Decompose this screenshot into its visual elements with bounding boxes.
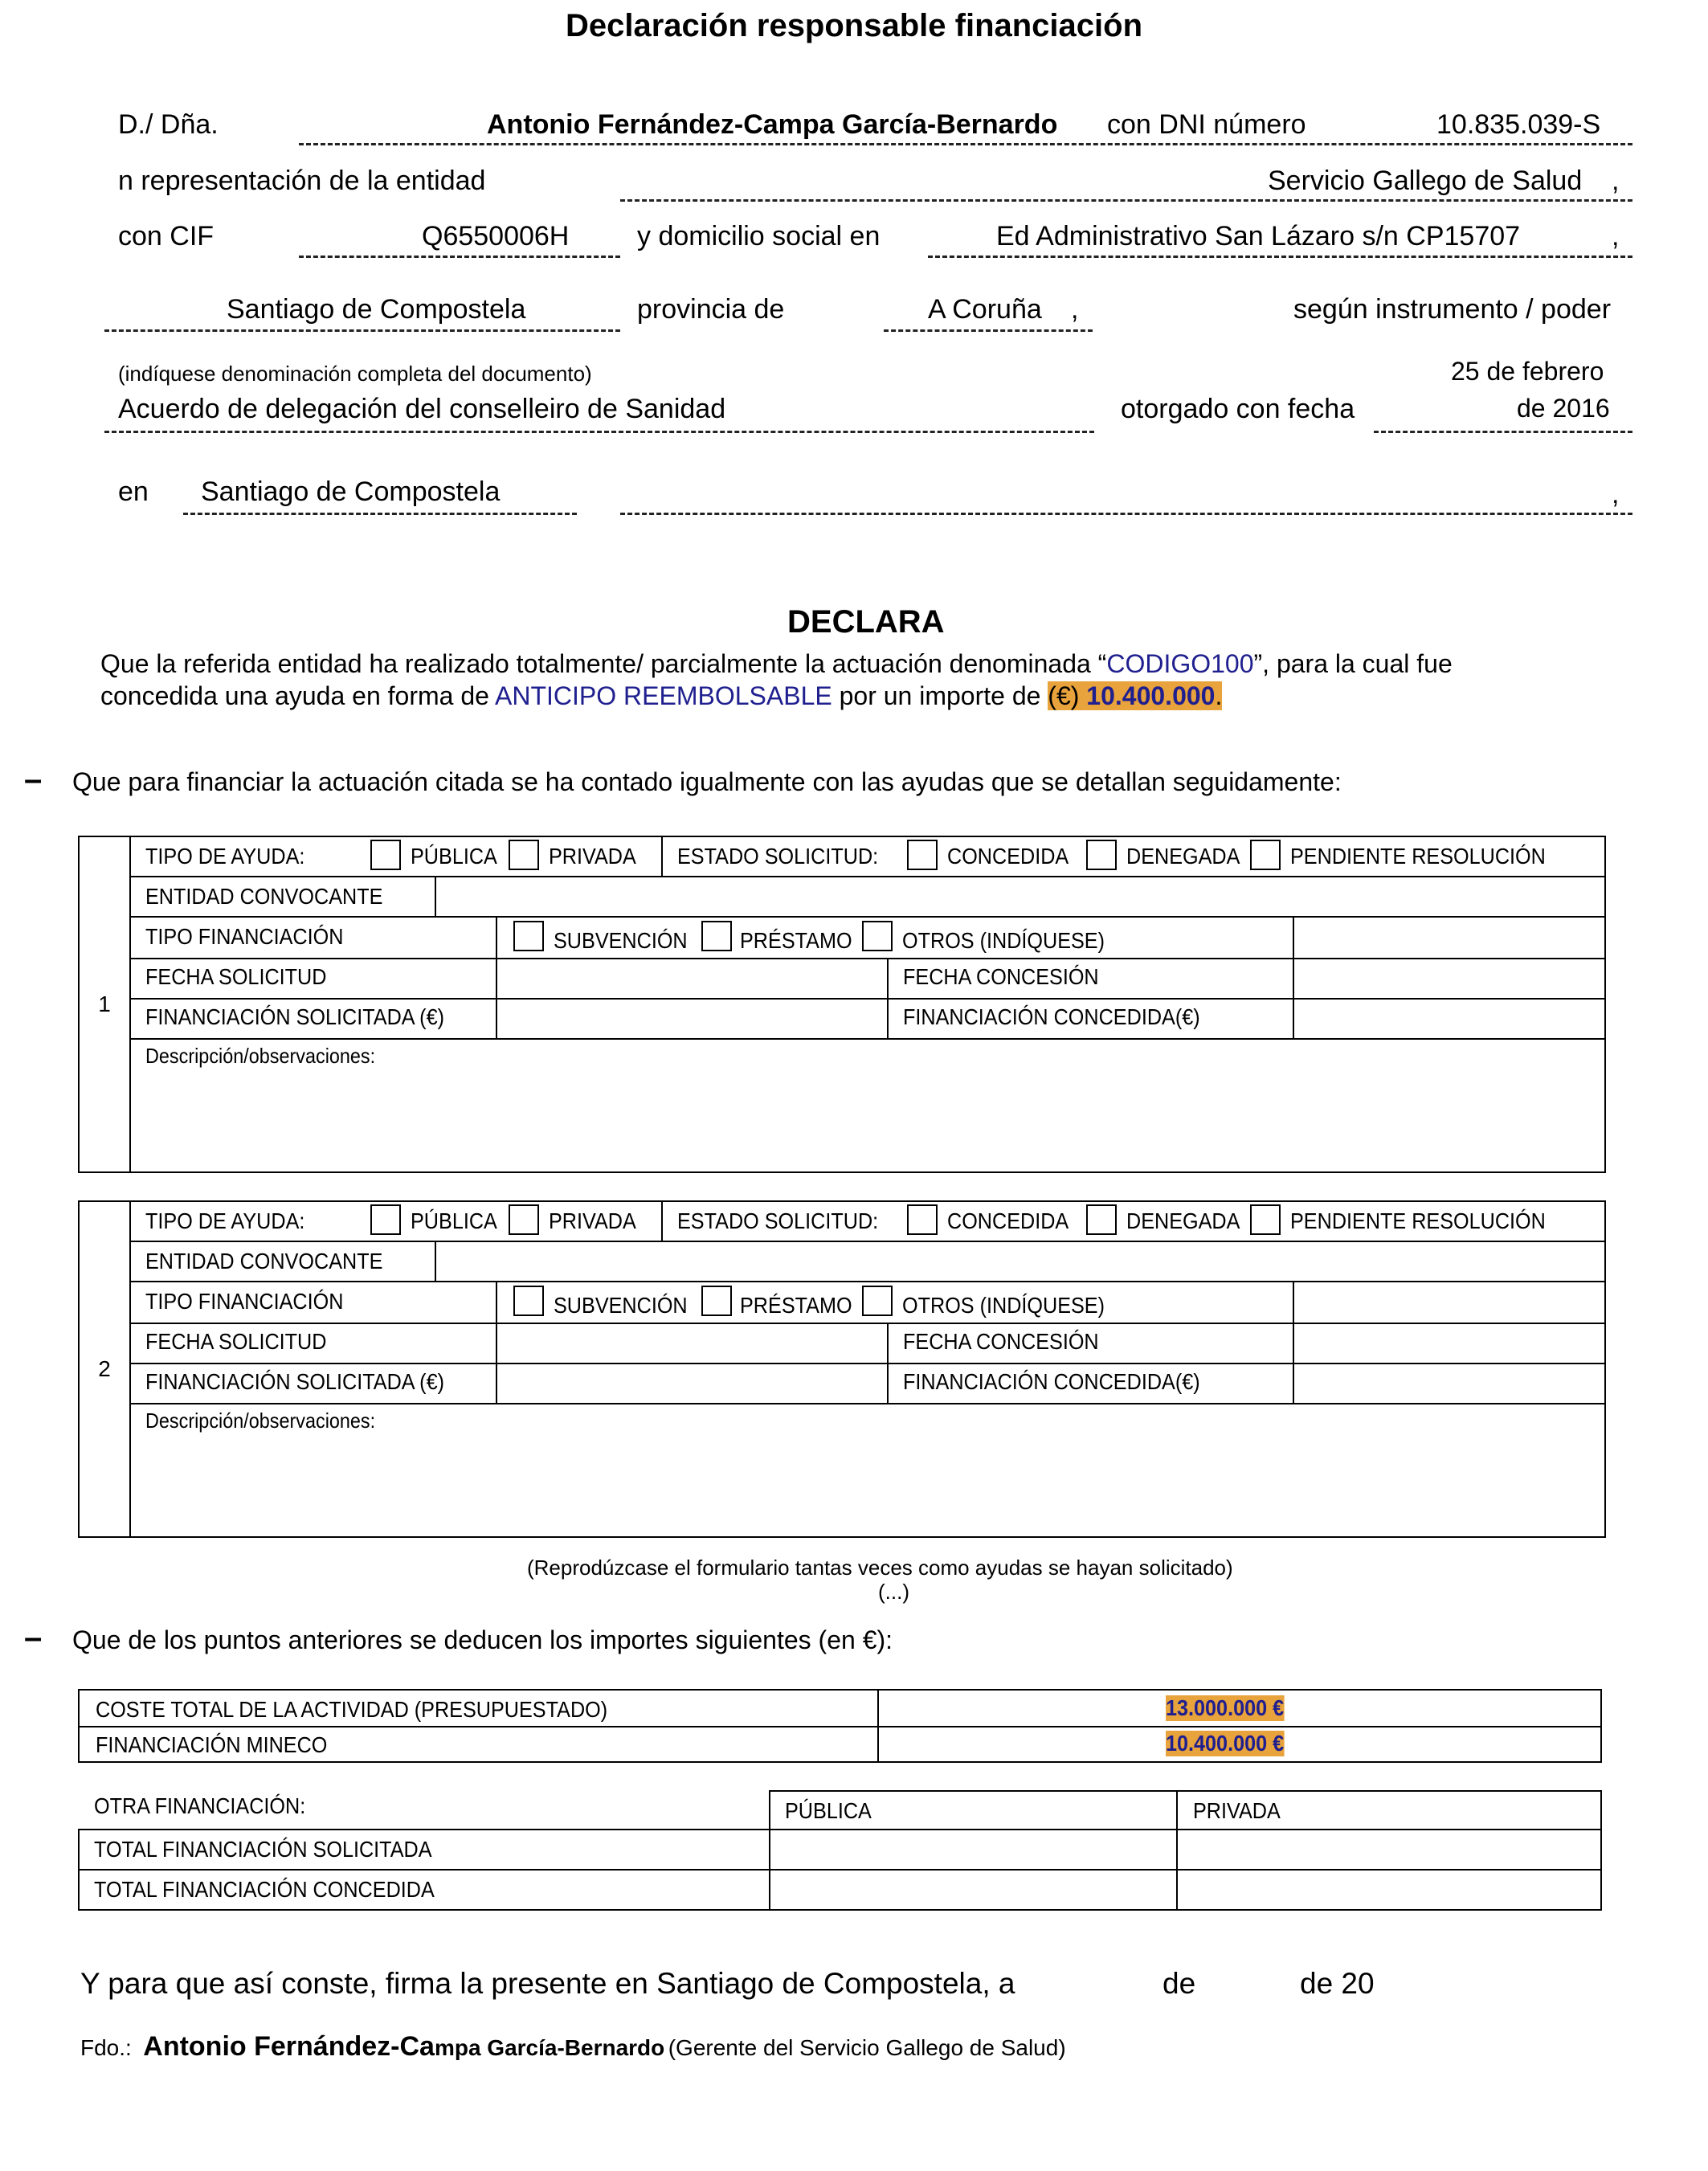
denegada-checkbox[interactable] bbox=[1086, 840, 1117, 870]
publica-label: PÚBLICA bbox=[411, 844, 497, 869]
concedida-label: CONCEDIDA bbox=[947, 1208, 1069, 1233]
pendiente-checkbox[interactable] bbox=[1250, 1204, 1281, 1235]
underline bbox=[104, 431, 1094, 433]
cif-value: Q6550006H bbox=[422, 221, 570, 251]
declara-text: ”, para la cual fue bbox=[1253, 649, 1453, 678]
ayuda-table-2 bbox=[78, 1200, 1606, 1538]
prestamo-label: PRÉSTAMO bbox=[740, 1293, 852, 1318]
en-label: en bbox=[118, 476, 149, 507]
pendiente-checkbox[interactable] bbox=[1250, 840, 1281, 870]
fecha-con-label: FECHA CONCESIÓN bbox=[903, 964, 1099, 989]
documento-value: Acuerdo de delegación del conselleiro de Sanidad bbox=[118, 394, 726, 424]
otorgado-label: otorgado con fecha bbox=[1121, 394, 1355, 424]
underline bbox=[299, 256, 620, 258]
fin-sol-label: FINANCIACIÓN SOLICITADA (€) bbox=[145, 1004, 444, 1029]
denegada-label: DENEGADA bbox=[1126, 1208, 1240, 1233]
bullet-mark: – bbox=[24, 1620, 43, 1655]
descripcion-label: Descripción/observaciones: bbox=[145, 1044, 376, 1068]
underline bbox=[928, 256, 1632, 258]
importe-period: . bbox=[1215, 681, 1223, 710]
importe-value: 10.400.000 bbox=[1086, 681, 1216, 710]
mineco-label: FINANCIACIÓN MINECO bbox=[96, 1732, 328, 1757]
fin-con-label: FINANCIACIÓN CONCEDIDA(€) bbox=[903, 1004, 1200, 1029]
subvencion-checkbox[interactable] bbox=[513, 921, 544, 951]
underline bbox=[299, 143, 1632, 145]
importe-prefix: (€) bbox=[1048, 681, 1087, 710]
declara-line-2 bbox=[100, 681, 1222, 711]
firma-de-1: de bbox=[1163, 1967, 1196, 2000]
city-value: Santiago de Compostela bbox=[227, 294, 526, 325]
prestamo-checkbox[interactable] bbox=[701, 921, 732, 951]
fdo-line bbox=[80, 2031, 1066, 2063]
indiquese-note: (indíquese denominación completa del documento) bbox=[118, 362, 592, 386]
descripcion-label: Descripción/observaciones: bbox=[145, 1408, 376, 1433]
comma: , bbox=[1612, 166, 1620, 196]
privada-label: PRIVADA bbox=[549, 844, 636, 869]
en-city: Santiago de Compostela bbox=[201, 476, 501, 507]
coste-value: 13.000.000 € bbox=[1166, 1695, 1285, 1720]
fdo-name-small: mpa García-Bernardo bbox=[434, 2035, 665, 2060]
prestamo-label: PRÉSTAMO bbox=[740, 928, 852, 953]
cif-label: con CIF bbox=[118, 221, 215, 251]
fdo-name-big: Antonio Fernández-Ca bbox=[143, 2031, 435, 2062]
comma: , bbox=[1612, 479, 1620, 509]
comma: , bbox=[1612, 221, 1620, 251]
estado-label: ESTADO SOLICITUD: bbox=[677, 1208, 879, 1233]
entidad-label: ENTIDAD CONVOCANTE bbox=[145, 884, 383, 909]
underline bbox=[104, 329, 620, 332]
firma-de-2: de 20 bbox=[1300, 1967, 1375, 2000]
pendiente-label: PENDIENTE RESOLUCIÓN bbox=[1290, 1208, 1546, 1233]
privada-checkbox[interactable] bbox=[509, 840, 539, 870]
concedida-label: CONCEDIDA bbox=[947, 844, 1069, 869]
d-dna-label: D./ Dña. bbox=[118, 109, 219, 140]
entidad-label: ENTIDAD CONVOCANTE bbox=[145, 1249, 383, 1274]
domicilio-label: y domicilio social en bbox=[637, 221, 881, 251]
reproduzcase-note: (Reprodúzcase el formulario tantas veces como ayudas se hayan solicitado) bbox=[527, 1556, 1233, 1580]
denegada-checkbox[interactable] bbox=[1086, 1204, 1117, 1235]
comma: , bbox=[1071, 294, 1079, 325]
publica-checkbox[interactable] bbox=[370, 1204, 401, 1235]
ayuda-table-1 bbox=[78, 836, 1606, 1173]
subvencion-label: SUBVENCIÓN bbox=[554, 1293, 688, 1318]
otra-concedida: TOTAL FINANCIACIÓN CONCEDIDA bbox=[94, 1877, 435, 1902]
otros-label: OTROS (INDÍQUESE) bbox=[902, 1293, 1105, 1318]
declara-text: concedida una ayuda en forma de bbox=[100, 681, 496, 710]
underline bbox=[620, 513, 1632, 515]
subvencion-checkbox[interactable] bbox=[513, 1286, 544, 1316]
prestamo-checkbox[interactable] bbox=[701, 1286, 732, 1316]
tipo-fin-label: TIPO FINANCIACIÓN bbox=[145, 924, 344, 949]
estado-label: ESTADO SOLICITUD: bbox=[677, 844, 879, 869]
otra-label: OTRA FINANCIACIÓN: bbox=[94, 1793, 306, 1818]
privada-checkbox[interactable] bbox=[509, 1204, 539, 1235]
segun-label: según instrumento / poder bbox=[1293, 294, 1612, 325]
declarant-name: Antonio Fernández-Campa García-Bernardo bbox=[487, 109, 1058, 140]
fdo-role: (Gerente del Servicio Gallego de Salud) bbox=[668, 2035, 1066, 2060]
tipo-ayuda-label: TIPO DE AYUDA: bbox=[145, 1208, 305, 1233]
privada-label: PRIVADA bbox=[549, 1208, 636, 1233]
declara-text: por un importe de bbox=[832, 681, 1048, 710]
otra-privada: PRIVADA bbox=[1193, 1798, 1281, 1823]
declara-text: Que la referida entidad ha realizado totalmente/ parcialmente la actuación denominada “ bbox=[100, 649, 1107, 678]
bullet-1-text: Que para financiar la actuación citada se ha contado igualmente con las ayudas que se detallan seguidamente: bbox=[72, 767, 1342, 796]
pendiente-label: PENDIENTE RESOLUCIÓN bbox=[1290, 844, 1546, 869]
tipo-fin-label: TIPO FINANCIACIÓN bbox=[145, 1289, 344, 1314]
ayuda-number: 2 bbox=[80, 1202, 131, 1536]
concedida-checkbox[interactable] bbox=[907, 840, 938, 870]
subvencion-label: SUBVENCIÓN bbox=[554, 928, 688, 953]
entity-value: Servicio Gallego de Salud bbox=[1268, 166, 1583, 196]
fecha-con-label: FECHA CONCESIÓN bbox=[903, 1329, 1099, 1354]
importes-table bbox=[78, 1689, 1602, 1763]
domicilio-value: Ed Administrativo San Lázaro s/n CP15707 bbox=[996, 221, 1521, 251]
ellipsis-note: (...) bbox=[878, 1580, 909, 1604]
otra-publica: PÚBLICA bbox=[785, 1798, 872, 1823]
codigo-value: CODIGO100 bbox=[1106, 649, 1254, 678]
dni-label: con DNI número bbox=[1107, 109, 1306, 140]
fdo-label: Fdo.: bbox=[80, 2035, 132, 2060]
fin-sol-label: FINANCIACIÓN SOLICITADA (€) bbox=[145, 1369, 444, 1394]
entidad-input[interactable] bbox=[436, 877, 1604, 914]
page-title: Declaración responsable financiación bbox=[565, 8, 1143, 43]
declara-line-1 bbox=[100, 649, 1453, 679]
provincia-label: provincia de bbox=[637, 294, 785, 325]
bullet-mark: – bbox=[24, 762, 43, 797]
denegada-label: DENEGADA bbox=[1126, 844, 1240, 869]
fecha-sol-label: FECHA SOLICITUD bbox=[145, 1329, 327, 1354]
ayuda-number: 1 bbox=[80, 837, 131, 1171]
mineco-value: 10.400.000 € bbox=[1166, 1731, 1285, 1756]
fin-con-label: FINANCIACIÓN CONCEDIDA(€) bbox=[903, 1369, 1200, 1394]
concedida-checkbox[interactable] bbox=[907, 1204, 938, 1235]
otra-solicitada: TOTAL FINANCIACIÓN SOLICITADA bbox=[94, 1837, 432, 1862]
dni-value: 10.835.039-S bbox=[1436, 109, 1601, 140]
rep-label: n representación de la entidad bbox=[118, 166, 486, 196]
otra-table-frame bbox=[78, 1790, 1602, 1911]
fecha-sol-label: FECHA SOLICITUD bbox=[145, 964, 327, 989]
fecha-line1: 25 de febrero bbox=[1451, 357, 1604, 386]
provincia-value: A Coruña bbox=[928, 294, 1042, 325]
bullet-2-text: Que de los puntos anteriores se deducen los importes siguientes (en €): bbox=[72, 1625, 893, 1654]
publica-label: PÚBLICA bbox=[411, 1208, 497, 1233]
declara-heading: DECLARA bbox=[787, 604, 945, 640]
tipo-ayuda-label: TIPO DE AYUDA: bbox=[145, 844, 305, 869]
underline bbox=[183, 513, 577, 515]
otros-label: OTROS (INDÍQUESE) bbox=[902, 928, 1105, 953]
underline bbox=[884, 329, 1093, 332]
firma-text: Y para que así conste, firma la presente en Santiago de Compostela, a bbox=[80, 1967, 1015, 2000]
entidad-input[interactable] bbox=[436, 1242, 1604, 1279]
otros-checkbox[interactable] bbox=[862, 921, 893, 951]
anticipo-value: ANTICIPO REEMBOLSABLE bbox=[495, 681, 832, 710]
underline bbox=[620, 199, 1632, 202]
underline bbox=[1374, 431, 1632, 433]
coste-label: COSTE TOTAL DE LA ACTIVIDAD (PRESUPUESTADO) bbox=[96, 1697, 608, 1722]
otros-checkbox[interactable] bbox=[862, 1286, 893, 1316]
publica-checkbox[interactable] bbox=[370, 840, 401, 870]
fecha-line2: de 2016 bbox=[1517, 394, 1610, 423]
